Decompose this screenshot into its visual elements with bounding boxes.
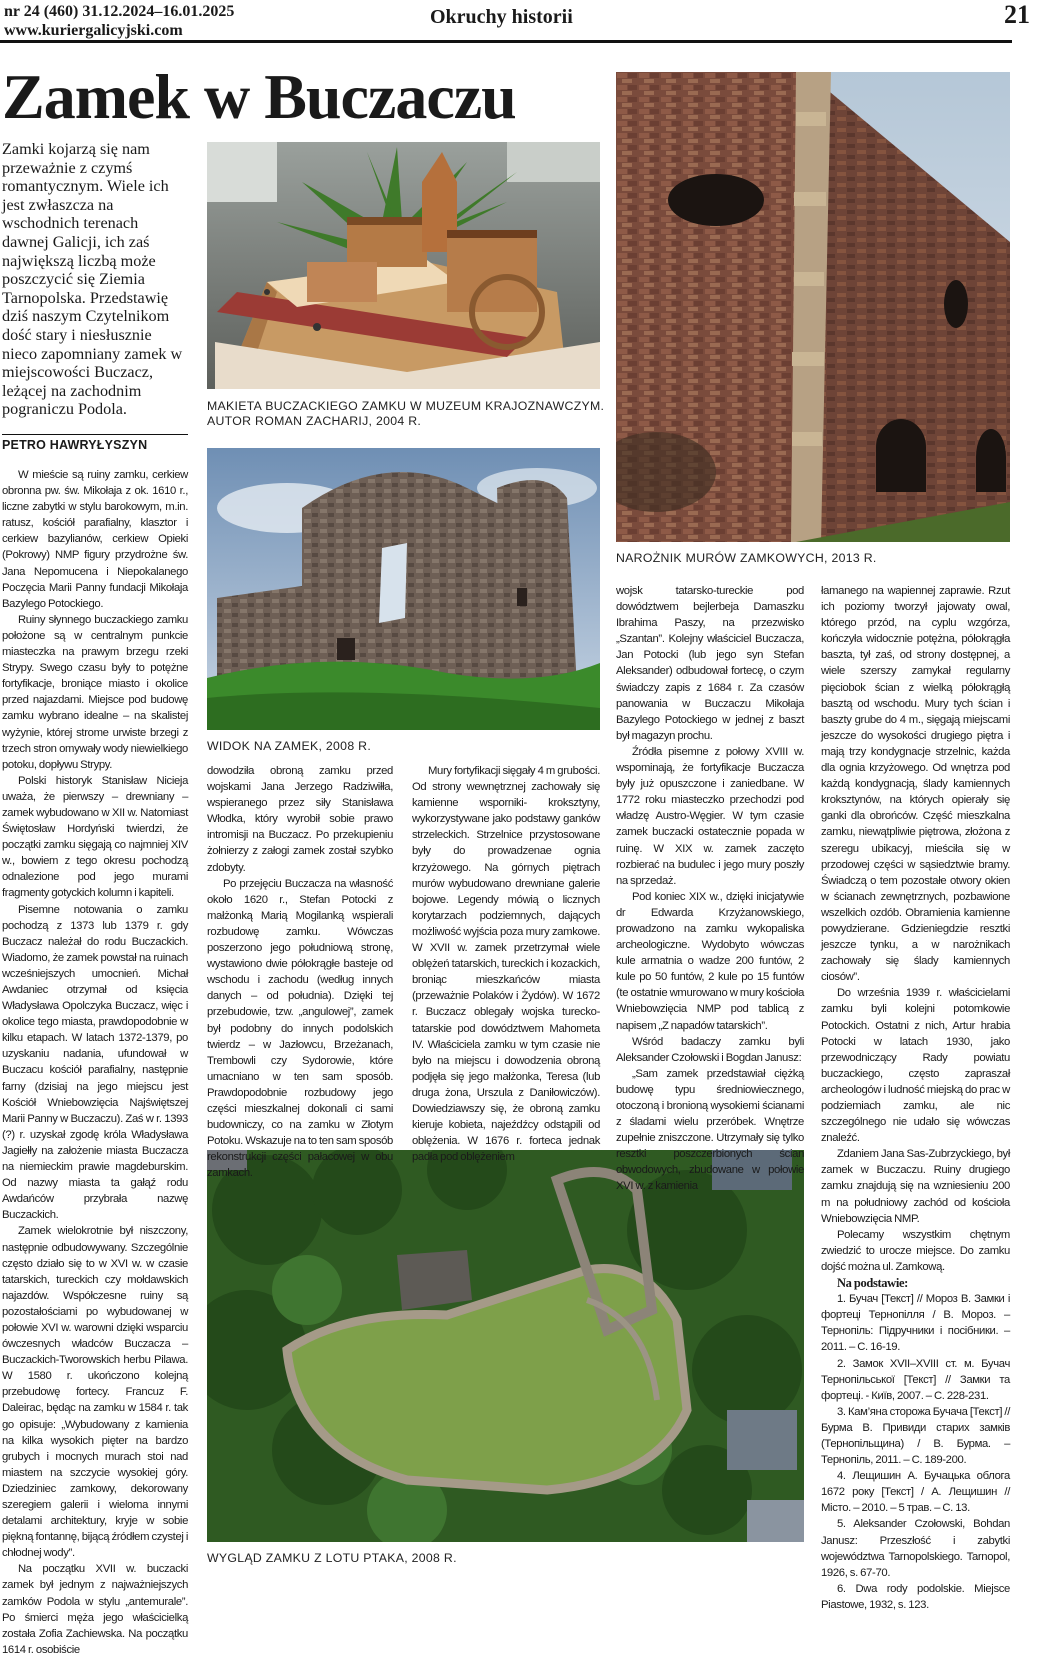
article-column-2 <box>207 763 393 1181</box>
header-rule <box>0 40 1012 43</box>
caption-view: WIDOK NA ZAMEK, 2008 R. <box>207 739 372 753</box>
caption-aerial: WYGLĄD ZAMKU Z LOTU PTAKA, 2008 R. <box>207 1551 457 1565</box>
paragraph: Na początku XVII w. buczacki zamek był jednym z najważniejszych zamków Podola w stylu „antemurale”. Po śmierci męża jego właścicielką została Zofia Zachiewska. Na początku 1614 r. osobiście <box>2 1563 188 1656</box>
masthead-issue-block <box>4 2 234 40</box>
paragraph: Pisemne notowania o zamku pochodzą z 1373 lub 1379 r. gdy Buczacz należał do rodu Buczackich. Wiadomo, że zamek powstał na ruinach wcześniejszych umocnień. Michał Awdaniec otrzymał od księcia Władysława Opolczyka Buczacz, więc i okolice tego miasta, prawdopodobnie w kilku etapach. W latach 1372-1379, po uzyskaniu nadania, ufundował w Buczacu kościół parafialny, następnie farny (dzisiaj na jego miejscu jest Kościół Wniebowzięcia Najświętszej Marii Panny w Buczaczu). Zaś w r. 1393 (?) r. uzyskał zgodę króla Władysława Jagiełły na założenie miasta Buczacza na niemieckim prawie magdeburskim. Od nazwy miasta ta gałąź rodu Awdańców przybrała nazwę Buczackich. <box>2 903 188 1222</box>
paragraph: Polski historyk Stanisław Nicieja uważa, że pierwszy – drewniany – zamek wybudowano w XII w. Natomiast Świętosław Hordyński twierdzi, że początki zamku sięgają co najmniej XIV w., bowiem z tego okresu pochodzą odnalezione pod jego murami fragmenty gotyckich kolumn i kapiteli. <box>2 774 188 900</box>
article-title: Zamek w Buczaczu <box>2 61 516 132</box>
source-item: 4. Лещишин А. Бучацька облога 1672 року [Текст] / А. Лещишин // Місто. – 2010. – 5 трав. – С. 13. <box>821 1470 1010 1515</box>
paragraph: Po przejęciu Buczacza na własność około 1620 r., Stefan Potocki z małżonką Marią Mogilanką wspierali rozbudowę zamku. Wówczas poszerzono jego południową stronę, wystawiono dwie półokrągłe basteje od wschodu i zachodu (według innych danych – od południa). Dzięki tej przebudowie, tzw. „angulowej”, zamek był podobny do innych podolskich twierdz – w Jazłowcu, Brzeżanach, Trembowli czy Sydorowie, które umacniano w ten sam sposób. Prawdopodobnie rozbudowy jego części mieszkalnej dokonali ci sami budowniczy, co na zamku w Złotym Potoku. Wskazuje na to ten sam sposób rekonstrukcji części pałacowej w obu zamkach. <box>207 877 393 1180</box>
caption-model: MAKIETA BUCZACKIEGO ZAMKU W MUZEUM KRAJOZNAWCZYM. AUTOR ROMAN ZACHARIJ, 2004 R. <box>207 399 605 428</box>
article-author: PETRO HAWRYŁYSZYN <box>2 434 188 452</box>
castle-aerial-photo <box>207 1150 804 1542</box>
caption-corner: NAROŻNIK MURÓW ZAMKOWYCH, 2013 R. <box>616 551 877 565</box>
paragraph: dowodziła obroną zamku przed wojskami Jana Jerzego Radziwiłła, wspieranego przez siły Stanisława Włodka, który wyrobił sobie prawo intromisji na Buczacz. Po przekupieniu żołnierzy z załogi zamek został szybko zdobyty. <box>207 765 393 874</box>
source-item: 5. Aleksander Czołowski, Bohdan Janusz: Przeszłość i zabytki województwa Tarnopolskiego. Tarnopol, 1926, s. 67-70. <box>821 1518 1010 1579</box>
source-item: 2. Замок XVII–XVIII ст. м. Бучач Тернопільської [Текст] // Замки та фортеці. - Київ, 2007. – С. 228-231. <box>821 1357 1010 1402</box>
paragraph: Mury fortyfikacji sięgały 4 m grubości. Od strony wewnętrznej zachowały się kamienne wsporniki- kroksztyny, wykorzystywane jako podstawy ganków strzeleckich. Strzelnice przystosowane były do prowadzenae ognia krzyżowego. Na górnych piętrach murów wybudowano drewniane galerie bojowe. Legendy mówią o licznych korytarzach podziemnych, dających możliwość wyjścia poza mury zamkowe. W XVII w. zamek przetrzymał wiele oblężeń tatarskich, tureckich i kozackich, broniąc mieszkańców miasta (przeważnie Polaków i Żydów). W 1672 r. Buczacz oblegały wojska turecko-tatarskie pod dowództwem Mahometa IV. Właściciela zamku w tym czasie nie było na miejscu i dowodzenia obroną podjęła się jego małżonka, Teresa (lub druga żona, Urszula z Daniłowiczów). Dowiedziawszy się, że obroną zamku kieruje kobieta, najeźdźcy odstąpili od oblężenia. W 1676 r. forteca jednak padła pod oblężeniem <box>412 765 600 1164</box>
paragraph: Ruiny słynnego buczackiego zamku położone są w centralnym punkcie miasteczka na prawym brzegu rzeki Strypy. Swego czasu były to potężne fortyfikacje, broniące miasto i okolice przed najazdami. Miejsce pod budowę zamku wybrano idealne – na skalistej wyżynie, której strome urwiste brzegi z trzech stron omywały wody niewielkiego potoku, dopływu Strypy. <box>2 613 188 771</box>
paragraph: Pod koniec XIX w., dzięki inicjatywie dr Edwarda Krzyżanowskiego, prowadzono na zamku wykopaliska archeologiczne. Wydobyto wówczas kule armatnia o wadze 200 funtów, 2 kule po 50 funtów, 2 kule po 15 funtów (te ostatnie wmurowano w mury kościoła Wniebowzięcia NMP pod tablicą z napisem „Z napadów tatarskich”. <box>616 890 804 1032</box>
paragraph: Zdaniem Jana Sas-Zubrzyckiego, był zamek w Buczaczu. Ruiny drugiego zamku znajdują się na wzniesieniu 200 m na południowy zachód od kościoła Wniebowzięcia NMP. <box>821 1148 1010 1225</box>
paragraph: Wśród badaczy zamku byli Aleksander Czołowski i Bogdan Janusz: <box>616 1035 804 1064</box>
castle-view-photo <box>207 448 600 730</box>
paragraph: Źródła pisemne z połowy XVIII w. wspominają, że fortyfikacje Buczacza były już opuszczone i zaniedbane. W 1772 roku miasteczko przechodzi pod władzę Austro-Węgier. W tym czasie zamek buczacki ostatecznie popada w ruinę. W XIX w. zamek zaczęto rozbierać na budulec i jego mury poszły na sprzedaż. <box>616 745 804 887</box>
article-column-1 <box>2 467 188 1658</box>
section-title: Okruchy historii <box>430 6 573 28</box>
website-url: www.kuriergalicyjski.com <box>4 22 183 39</box>
paragraph: Polecamy wszystkim chętnym zwiedzić to urocze miejsce. Do zamku dojść można ul. Zamkową. <box>821 1228 1010 1273</box>
issue-info: nr 24 (460) 31.12.2024–16.01.2025 <box>4 3 235 20</box>
paragraph: Do września 1939 r. właścicielami zamku byli kolejni potomkowie Potockich. Ostatni z nich, Artur hrabia Potocki w latach 1930, jako przewodniczący Rady powiatu buczackiego, często zapraszał archeologów i ludność miejską do prac w podziemiach zamku, ale nic szczególnego nie udało się wówczas znaleźć. <box>821 987 1010 1145</box>
paragraph: „Sam zamek przedstawiał ciężką budowę typu średniowiecznego, otoczoną i bronioną wysokiemi ścianami z śladami wielu przeróbek. Wnętrze zupełnie zniszczone. Utrzymały się tylko resztki poszczerbionych ścian obwodowych, zbudowane w połowie XVI w. z kamienia <box>616 1067 804 1193</box>
article-column-5 <box>821 583 1010 1613</box>
sources-title: Na podstawie: <box>837 1276 908 1291</box>
article-column-3 <box>412 763 600 1165</box>
paragraph: Zamek wielokrotnie był niszczony, następnie odbudowywany. Szczególnie często działo się to w XVI w. w czasie tatarskich, tureckich czy mołdawskich najazdów. Współczesne ruiny są pozostałościami po wybudowanej w połowie XVI w. warowni dzięki wsparciu ówczesnych władców Buczacza – Buczackich-Tworowskich herbu Pilawa. W 1580 r. ukończono kolejną przebudowę fortecy. Francuz F. Daleirac, będąc na zamku w 1584 r. tak go opisuje: „Wybudowany z kamienia na kilka wysokich pięter na bardzo grubych i mocnych murach stoi nad miastem na szczycie wysokiej góry. Dziedziniec zamkowy, dekorowany szeregiem galerii i wieloma innymi detalami architektury, kryje w sobie piękną fontannę, bijącą źródłem czystej i chłodnej wody”. <box>2 1225 188 1560</box>
source-item: 6. Dwa rody podolskie. Miejsce Piastowe, 1932, s. 123. <box>821 1582 1010 1611</box>
page-number: 21 <box>1004 0 1030 29</box>
castle-corner-walls-photo <box>616 72 1010 542</box>
source-item: 3. Кам’яна сторожа Бучача [Текст] // Бурма В. Привиди старих замків (Тернопільщина) / В. Бурма. – Тернопіль, 2011. – С. 189-200. <box>821 1405 1010 1467</box>
castle-model-photo <box>207 142 600 389</box>
article-column-4 <box>616 583 804 1195</box>
article-lead: Zamki kojarzą się nam przeważnie z czymś romantycznym. Wiele ich jest zwłaszcza na wschodnich terenach dawnej Galicji, ich zaś największą liczbą może poszczycić się Ziemia Tarnopolska. Przedstawię dziś naszym Czytelnikom dość stary i niesłusznie nieco zapomniany zamek w miejscowości Buczacz, leżącej na zachodnim pograniczu Podola. <box>2 140 183 419</box>
source-item: 1. Бучач [Текст] // Мороз В. Замки і фортеці Тернопілля / В. Мороз. – Тернопіль: Підручники і посібники. – 2011. – С. 16-19. <box>821 1293 1010 1354</box>
paragraph: W mieście są ruiny zamku, cerkiew obronna pw. św. Mikołaja z ok. 1610 r., liczne zabytki w stylu barokowym, m.in. ratusz, kościół parafialny, klasztor i cerkiew bazylianów, cerkiew Opieki (Pokrowy) NMP figury przydrożne św. Jana Nepomucena i Niepokalanego Poczęcia Marii Panny fundacji Mikołaja Bazylego Potockiego. <box>2 469 188 610</box>
paragraph: łamanego na wapiennej zaprawie. Rzut ich poziomy tworzył jajowaty owal, którego przód, na cyplu wzgórza, kończyła widocznie potężna, półokrągła baszta, tył zaś, od strony dostępnej, a wiele szerszy zamykał regularny pięciobok ścian z wielką półokrągłą basztą od wschodu. Mury tych ścian i baszty grube do 4 m., sięgają miejscami jeszcze do wysokości drugiego piętra i mają trzy kondygnacje strzelnic, każda dla ognia krzyżowego. Od wnętrza pod każdą kondygnacją, ślady kamiennych kroksztynów, na których opierały się ganki dla obrońców. Część mieszkalna zamku, niewątpliwie piętrowa, złożona z szeregu ubikacyj, mieściła się w przodowej części w sąsiedztwie bramy. Świadczą o tem pozostałe otwory okien w ścianach zewnętrznych, pozbawione wszelkich ozdób. Obramienia kamienne powydzierane. Gdzieniegdzie resztki jeszcze tynku, a w narożnikach zachowały się ślady kamiennych ciosów”. <box>821 585 1010 984</box>
paragraph: wojsk tatarsko-tureckie pod dowództwem bejlerbeja Damaszku Ibrahima Paszy, na przezwisko „Szantan”. Kolejny właściciel Buczacza, Jan Potocki (lub jego syn Stefan Aleksander) odbudował fortecę, o czym świadczy zapis z 1684 r. Za czasów panowania w Buczaczu Mikołaja Bazylego Potockiego w jednej z baszt był magazyn prochu. <box>616 585 804 742</box>
